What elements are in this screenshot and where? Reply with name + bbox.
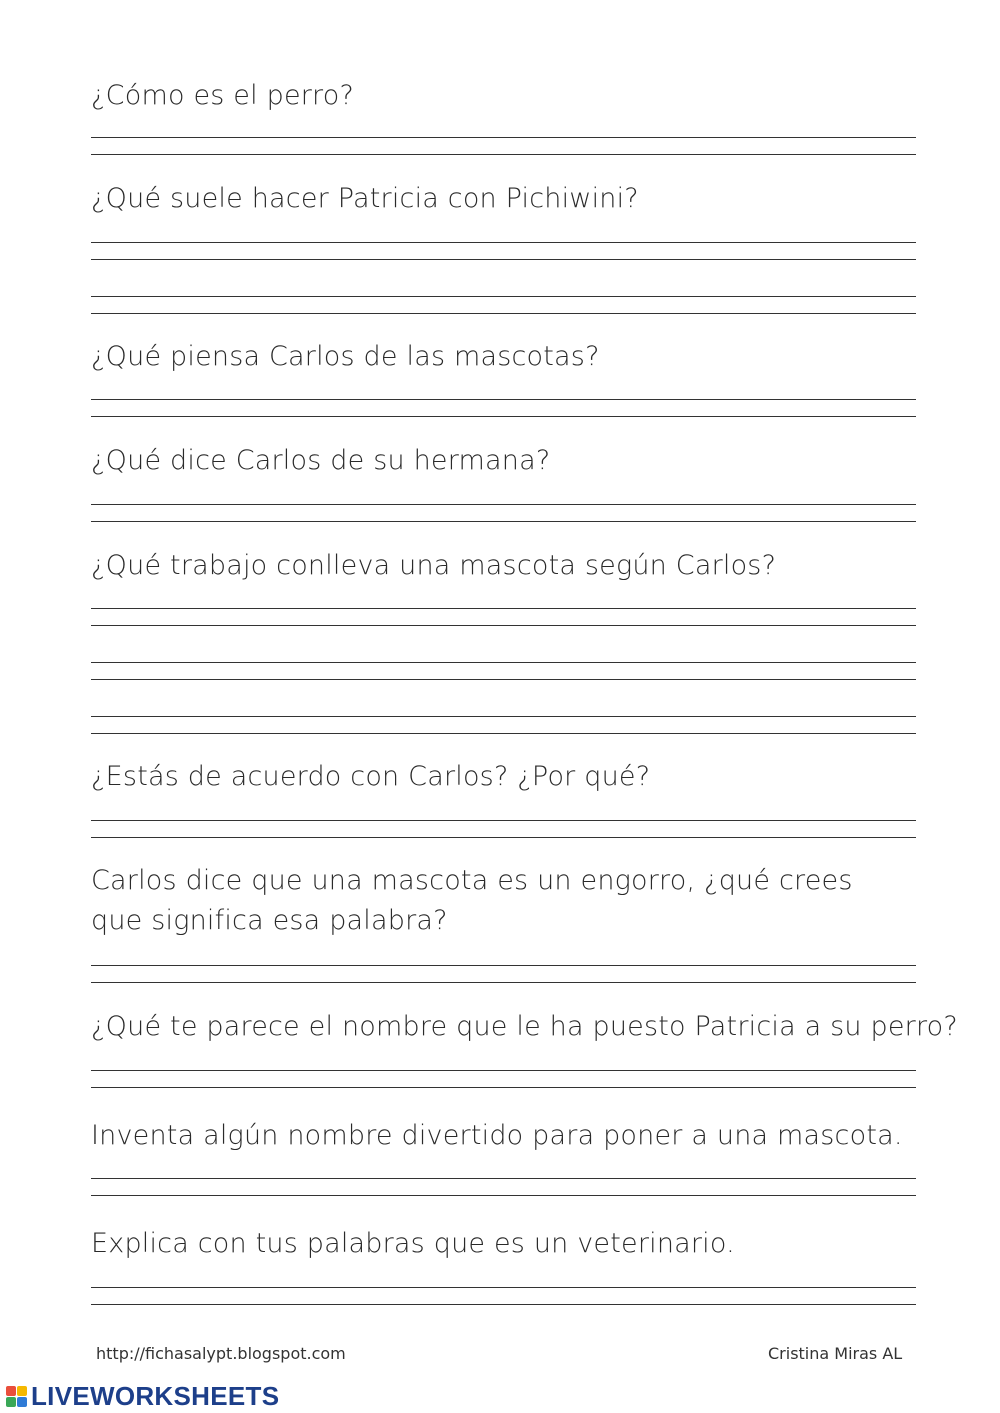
answer-line[interactable] <box>91 399 916 400</box>
brand-name: LIVEWORKSHEETS <box>31 1381 280 1411</box>
answer-line[interactable] <box>91 625 916 626</box>
question-4: ¿Qué dice Carlos de su hermana? <box>91 445 551 476</box>
question-8: ¿Qué te parece el nombre que le ha puesto Patricia a su perro? <box>91 1011 958 1042</box>
question-6: ¿Estás de acuerdo con Carlos? ¿Por qué? <box>91 761 651 792</box>
question-10: Explica con tus palabras que es un veterinario. <box>91 1228 735 1259</box>
answer-line[interactable] <box>91 1287 916 1288</box>
answer-line[interactable] <box>91 965 916 966</box>
answer-line[interactable] <box>91 521 916 522</box>
logo-square-green <box>6 1397 16 1407</box>
question-5: ¿Qué trabajo conlleva una mascota según Carlos? <box>91 550 777 581</box>
answer-line[interactable] <box>91 662 916 663</box>
answer-line[interactable] <box>91 837 916 838</box>
liveworksheets-brand[interactable] <box>6 1381 279 1412</box>
answer-line[interactable] <box>91 1178 916 1179</box>
answer-line[interactable] <box>91 154 916 155</box>
answer-line[interactable] <box>91 733 916 734</box>
answer-line[interactable] <box>91 504 916 505</box>
answer-line[interactable] <box>91 982 916 983</box>
answer-line[interactable] <box>91 608 916 609</box>
logo-square-blue <box>17 1397 27 1407</box>
footer-author: Cristina Miras AL <box>768 1344 903 1363</box>
answer-line[interactable] <box>91 1304 916 1305</box>
answer-line[interactable] <box>91 313 916 314</box>
answer-line[interactable] <box>91 716 916 717</box>
question-1: ¿Cómo es el perro? <box>91 80 355 111</box>
answer-line[interactable] <box>91 679 916 680</box>
answer-line[interactable] <box>91 416 916 417</box>
answer-line[interactable] <box>91 296 916 297</box>
answer-line[interactable] <box>91 1195 916 1196</box>
answer-line[interactable] <box>91 1070 916 1071</box>
answer-line[interactable] <box>91 820 916 821</box>
logo-square-yellow <box>17 1386 27 1396</box>
question-3: ¿Qué piensa Carlos de las mascotas? <box>91 341 600 372</box>
answer-line[interactable] <box>91 1087 916 1088</box>
logo-square-red <box>6 1386 16 1396</box>
footer-url: http://fichasalypt.blogspot.com <box>96 1344 346 1363</box>
question-7: Carlos dice que una mascota es un engorro, ¿qué crees que significa esa palabra? <box>91 865 853 936</box>
answer-line[interactable] <box>91 259 916 260</box>
liveworksheets-logo-icon <box>6 1386 27 1407</box>
answer-line[interactable] <box>91 137 916 138</box>
question-2: ¿Qué suele hacer Patricia con Pichiwini? <box>91 183 639 214</box>
answer-line[interactable] <box>91 242 916 243</box>
question-9: Inventa algún nombre divertido para poner a una mascota. <box>91 1120 903 1151</box>
